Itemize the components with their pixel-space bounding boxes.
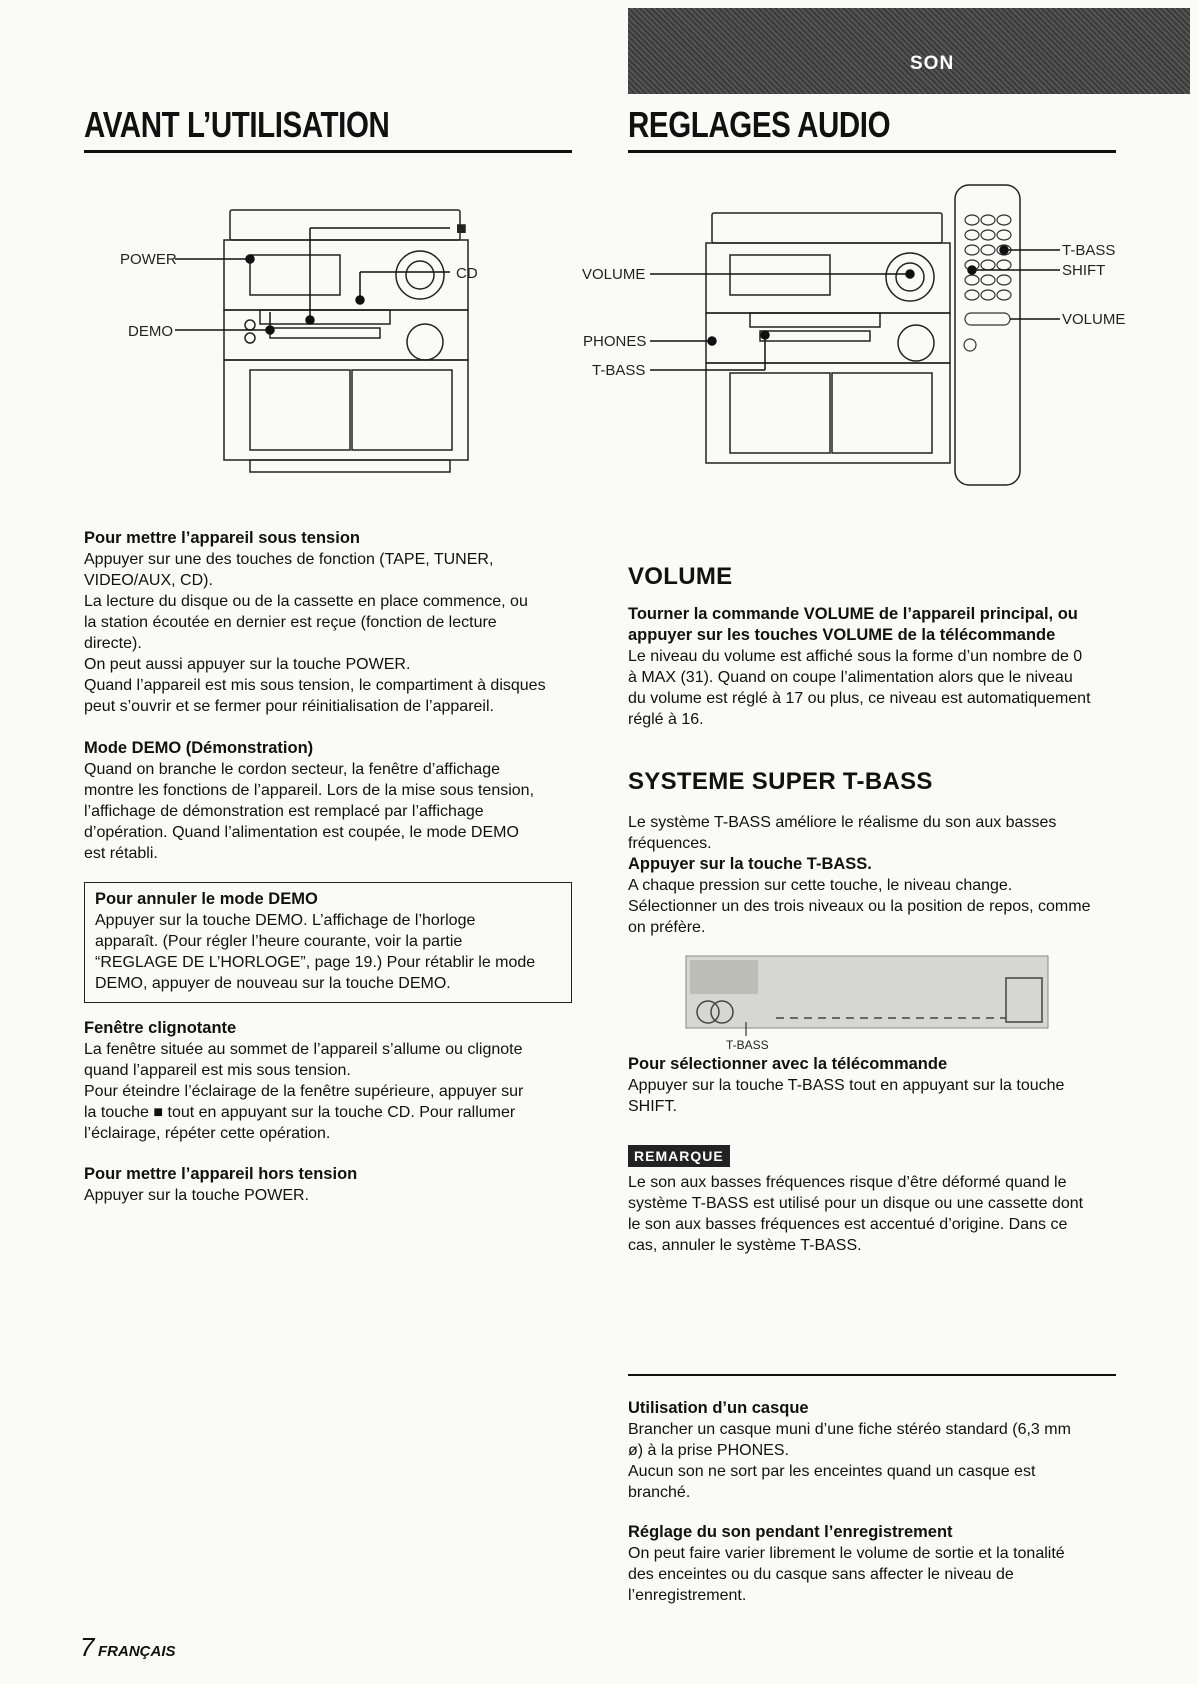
power-on-line: Appuyer sur une des touches de fonction (TAPE, TUNER, — [84, 551, 494, 568]
volume-section — [628, 604, 1116, 730]
right-page-title: REGLAGES AUDIO — [628, 104, 891, 145]
label-power: POWER — [120, 251, 177, 268]
power-off-heading: Pour mettre l’appareil hors tension — [84, 1165, 358, 1183]
headphones-line: Aucun son ne sort par les enceintes quand un casque est — [628, 1463, 1036, 1480]
headphones-heading: Utilisation d’un casque — [628, 1399, 809, 1417]
recording-line: l’enregistrement. — [628, 1587, 747, 1604]
label-demo: DEMO — [128, 323, 173, 340]
remark-section — [628, 1172, 1116, 1256]
blinking-line: Pour éteindre l’éclairage de la fenêtre supérieure, appuyer sur — [84, 1083, 524, 1100]
blinking-section — [84, 1018, 572, 1144]
tbass-line: on préfère. — [628, 919, 706, 936]
cancel-demo-line: DEMO, appuyer de nouveau sur la touche DEMO. — [95, 975, 451, 992]
blinking-line: La fenêtre située au sommet de l’appareil s’allume ou clignote — [84, 1041, 523, 1058]
tbass-line: A chaque pression sur cette touche, le niveau change. — [628, 877, 1013, 894]
remote-line: SHIFT. — [628, 1098, 677, 1115]
tbass-title: SYSTEME SUPER T-BASS — [628, 768, 933, 795]
section-tab-label: SON — [910, 53, 955, 74]
tbass-display-label: T-BASS — [726, 1038, 769, 1052]
label-cd: CD — [456, 265, 478, 282]
remark-line: cas, annuler le système T-BASS. — [628, 1237, 862, 1254]
remark-line: le son aux basses fréquences est accentué d’origine. Dans ce — [628, 1216, 1068, 1233]
power-on-line: On peut aussi appuyer sur la touche POWER. — [84, 656, 411, 673]
power-off-section — [84, 1164, 572, 1206]
headphones-section — [628, 1398, 1116, 1503]
separator-rule — [628, 1374, 1116, 1376]
cancel-demo-line: “REGLAGE DE L’HORLOGE”, page 19.) Pour rétablir le mode — [95, 954, 536, 971]
headphones-line: branché. — [628, 1484, 691, 1501]
recording-line: On peut faire varier librement le volume de sortie et la tonalité — [628, 1545, 1065, 1562]
cancel-demo-line: apparaît. (Pour régler l’heure courante, voir la partie — [95, 933, 463, 950]
remote-heading: Pour sélectionner avec la télécommande — [628, 1055, 948, 1073]
volume-heading-line: appuyer sur les touches VOLUME de la télécommande — [628, 626, 1056, 644]
headphones-line: Brancher un casque muni d’une fiche stéréo standard (6,3 mm — [628, 1421, 1071, 1438]
power-on-line: la station écoutée en dernier est reçue (fonction de lecture — [84, 614, 497, 631]
volume-line: à MAX (31). Quand on coupe l’alimentation alors que le niveau — [628, 669, 1073, 686]
recording-line: des enceintes ou du casque sans affecter le niveau de — [628, 1566, 1014, 1583]
tbass-line: Sélectionner un des trois niveaux ou la position de repos, comme — [628, 898, 1091, 915]
label-shift: SHIFT — [1062, 262, 1106, 279]
blinking-heading: Fenêtre clignotante — [84, 1019, 237, 1037]
remote-section — [628, 1054, 1116, 1117]
left-title-rule — [84, 150, 572, 153]
blinking-line: quand l’appareil est mis sous tension. — [84, 1062, 351, 1079]
demo-line: d’opération. Quand l’alimentation est coupée, le mode DEMO — [84, 824, 519, 841]
demo-line: l’affichage de démonstration est remplacé par l’affichage — [84, 803, 484, 820]
remark-line: système T-BASS est utilisé pour un disque ou une cassette dont — [628, 1195, 1084, 1212]
demo-line: Quand on branche le cordon secteur, la fenêtre d’affichage — [84, 761, 500, 778]
label-stop: ■ — [456, 218, 467, 238]
cancel-demo-box — [84, 882, 572, 1003]
right-stereo-diagram — [582, 185, 1126, 505]
headphones-line: ø) à la prise PHONES. — [628, 1442, 789, 1459]
power-on-line: Quand l’appareil est mis sous tension, le compartiment à disques — [84, 677, 546, 694]
power-off-line: Appuyer sur la touche POWER. — [84, 1187, 309, 1204]
tbass-display-illustration — [676, 952, 1056, 1052]
remark-line: Le son aux basses fréquences risque d’être déformé quand le — [628, 1174, 1067, 1191]
right-title-rule — [628, 150, 1116, 153]
label-tbass-right: T-BASS — [1062, 242, 1116, 259]
demo-line: montre les fonctions de l’appareil. Lors de la mise sous tension, — [84, 782, 535, 799]
left-stereo-diagram — [120, 200, 540, 500]
power-on-line: directe). — [84, 635, 142, 652]
blinking-line: la touche ■ tout en appuyant sur la touche CD. Pour rallumer — [84, 1104, 516, 1121]
label-tbass-left: T-BASS — [592, 362, 646, 379]
power-on-line: VIDEO/AUX, CD). — [84, 572, 213, 589]
left-page-title: AVANT L’UTILISATION — [84, 104, 390, 145]
volume-title: VOLUME — [628, 563, 733, 590]
volume-line: Le niveau du volume est affiché sous la forme d’un nombre de 0 — [628, 648, 1083, 665]
label-volume-left: VOLUME — [582, 266, 646, 283]
volume-heading-line: Tourner la commande VOLUME de l’appareil principal, ou — [628, 605, 1078, 623]
tbass-intro-line: fréquences. — [628, 835, 712, 852]
volume-line: réglé à 16. — [628, 711, 704, 728]
demo-heading: Mode DEMO (Démonstration) — [84, 739, 314, 757]
volume-line: du volume est réglé à 17 ou plus, ce niveau est automatiquement — [628, 690, 1091, 707]
remote-line: Appuyer sur la touche T-BASS tout en appuyant sur la touche — [628, 1077, 1065, 1094]
demo-line: est rétabli. — [84, 845, 158, 862]
page-number: 7 — [80, 1632, 95, 1662]
cancel-demo-heading: Pour annuler le mode DEMO — [95, 890, 318, 908]
blinking-line: l’éclairage, répéter cette opération. — [84, 1125, 331, 1142]
power-on-section — [84, 528, 572, 717]
power-on-heading: Pour mettre l’appareil sous tension — [84, 529, 360, 547]
page-language: FRANÇAIS — [98, 1643, 176, 1660]
power-on-line: peut s’ouvrir et se fermer pour réinitialisation de l’appareil. — [84, 698, 494, 715]
label-volume-right: VOLUME — [1062, 311, 1126, 328]
demo-section — [84, 738, 572, 864]
remark-badge: REMARQUE — [628, 1145, 730, 1167]
tbass-section — [628, 812, 1116, 938]
recording-heading: Réglage du son pendant l’enregistrement — [628, 1523, 953, 1541]
section-tab — [628, 8, 1190, 94]
tbass-heading: Appuyer sur la touche T-BASS. — [628, 855, 872, 873]
label-phones: PHONES — [583, 333, 647, 350]
recording-section — [628, 1522, 1116, 1606]
cancel-demo-line: Appuyer sur la touche DEMO. L’affichage de l’horloge — [95, 912, 476, 929]
tbass-intro-line: Le système T-BASS améliore le réalisme du son aux basses — [628, 814, 1057, 831]
power-on-line: La lecture du disque ou de la cassette en place commence, ou — [84, 593, 528, 610]
